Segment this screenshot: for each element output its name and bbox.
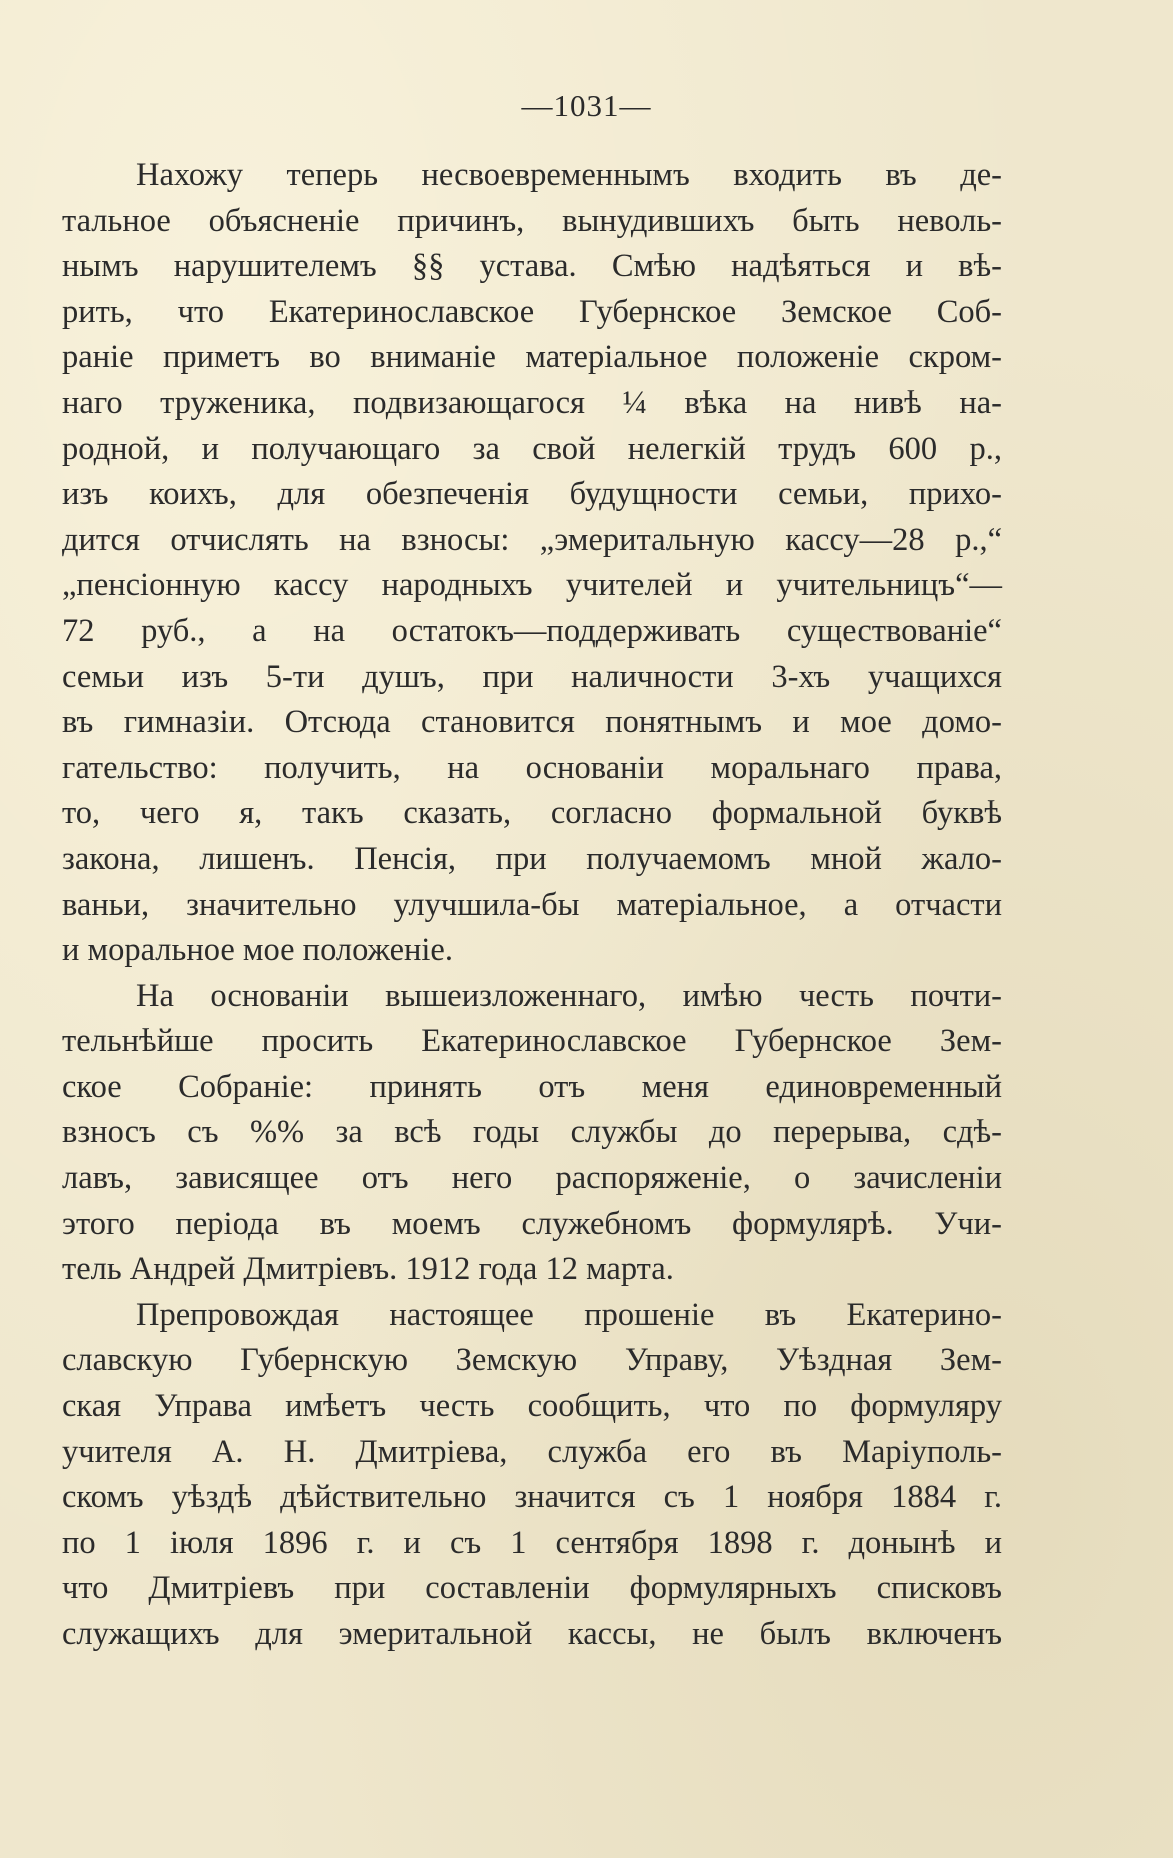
text-line: учителя А. Н. Дмитріева, служба его въ Маріуполь-	[62, 1433, 1002, 1470]
body-text	[62, 153, 1002, 1658]
text-line: изъ коихъ, для обезпеченія будущности семьи, прихо-	[62, 476, 1002, 513]
text-line: гательство: получить, на основаніи моральнаго права,	[62, 749, 1002, 786]
text-line: то, чего я, такъ сказать, согласно формальной буквѣ	[62, 795, 1002, 832]
text-line: славскую Губернскую Земскую Управу, Уѣздная Зем-	[62, 1342, 1002, 1379]
text-line: ская Управа имѣетъ честь сообщить, что по формуляру	[62, 1388, 1002, 1425]
text-line: что Дмитріевъ при составленіи формулярныхъ списковъ	[62, 1570, 1002, 1607]
text-line: рить, что Екатеринославское Губернское Земское Соб-	[62, 293, 1002, 330]
text-line: взносъ съ %% за всѣ годы службы до перерыва, сдѣ-	[62, 1114, 1002, 1151]
text-line: ское Собраніе: принять отъ меня единовременный	[62, 1068, 1002, 1105]
text-line: Препровождая настоящее прошеніе въ Екатерино-	[136, 1296, 1002, 1333]
text-line: родной, и получающаго за свой нелегкій трудъ 600 р.,	[62, 430, 1002, 467]
text-line: ваньи, значительно улучшила-бы матеріальное, а отчасти	[62, 886, 1002, 923]
text-line: этого періода въ моемъ служебномъ формулярѣ. Учи-	[62, 1205, 1002, 1242]
text-line: На основаніи вышеизложеннаго, имѣю честь почти-	[136, 977, 1002, 1014]
page-number: —1031—	[521, 88, 652, 123]
text-line: раніе приметъ во вниманіе матеріальное положеніе скром-	[62, 339, 1002, 376]
text-line: скомъ уѣздѣ дѣйствительно значится съ 1 ноября 1884 г.	[62, 1479, 1002, 1516]
text-line: закона, лишенъ. Пенсія, при получаемомъ мной жало-	[62, 840, 1002, 877]
text-line: нымъ нарушителемъ §§ устава. Смѣю надѣяться и вѣ-	[62, 248, 1002, 285]
paragraph	[62, 1293, 1002, 1658]
text-line: наго труженика, подвизающагося ¼ вѣка на нивѣ на-	[62, 384, 1002, 421]
text-line: тельнѣйше просить Екатеринославское Губернское Зем-	[62, 1023, 1002, 1060]
text-line: и моральное мое положеніе.	[62, 932, 453, 969]
text-line: Нахожу теперь несвоевременнымъ входить въ де-	[136, 157, 1002, 193]
text-line: въ гимназіи. Отсюда становится понятнымъ и мое домо-	[62, 704, 1002, 741]
paragraph	[62, 153, 1002, 974]
text-line: „пенсіонную кассу народныхъ учителей и учительницъ“—	[62, 567, 1002, 604]
paragraph	[62, 974, 1002, 1293]
text-line: лавъ, зависящее отъ него распоряженіе, о зачисленіи	[62, 1160, 1002, 1197]
text-line: 72 руб., а на остатокъ—поддерживать существованіе“	[62, 612, 1002, 649]
text-line: тель Андрей Дмитріевъ. 1912 года 12 марта.	[62, 1251, 674, 1288]
text-line: служащихъ для эмеритальной кассы, не былъ включенъ	[62, 1616, 1002, 1652]
text-line: по 1 іюля 1896 г. и съ 1 сентября 1898 г. донынѣ и	[62, 1524, 1002, 1561]
text-line: тальное объясненіе причинъ, вынудившихъ быть неволь-	[62, 202, 1002, 239]
text-line: семьи изъ 5-ти душъ, при наличности 3-хъ учащихся	[62, 658, 1002, 695]
text-line: дится отчислять на взносы: „эмеритальную кассу—28 р.,“	[62, 521, 1002, 558]
